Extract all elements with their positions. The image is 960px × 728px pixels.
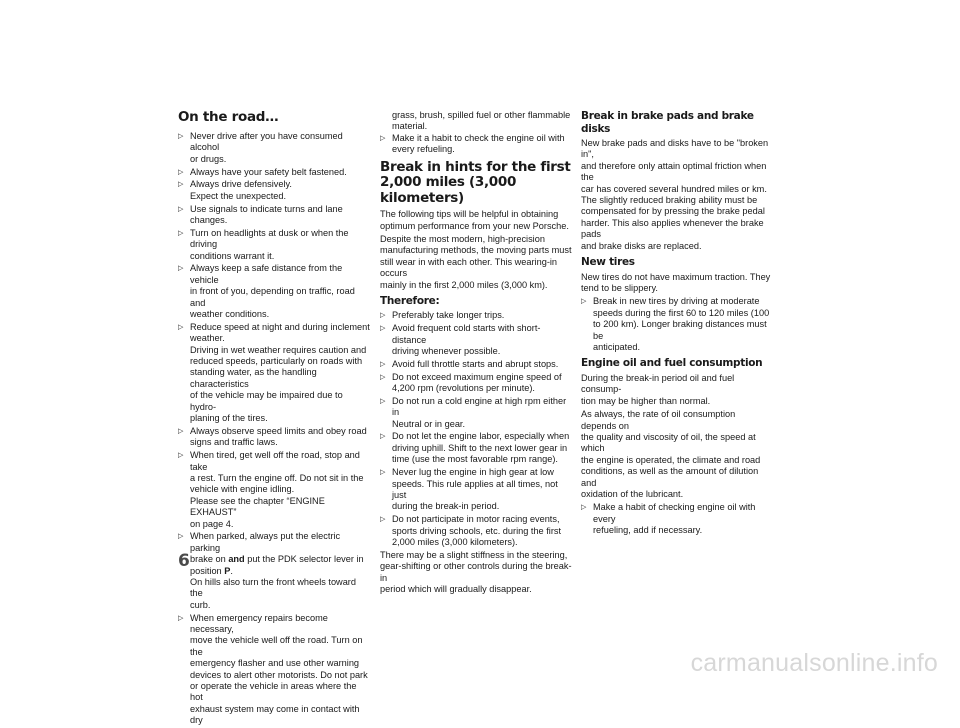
- list-item-line: planing of the tires.: [190, 413, 268, 424]
- bullet-arrow-icon: ▷: [178, 452, 184, 460]
- list-item-line: Do not exceed maximum engine speed of: [392, 371, 562, 382]
- list-item-line: Never lug the engine in high gear at low: [392, 467, 554, 478]
- bullet-arrow-icon: ▷: [380, 516, 386, 524]
- emergency-tips-list: [178, 613, 370, 727]
- text-line: car has covered several hundred miles or km.: [581, 183, 767, 194]
- list-item: [380, 372, 572, 395]
- list-item-line: When emergency repairs become necessary,: [190, 612, 328, 634]
- list-item: [380, 359, 572, 370]
- list-item: [581, 502, 773, 536]
- tires-tips-list: [581, 296, 773, 353]
- list-item-line: Reduce speed at night and during inclement: [190, 321, 370, 332]
- list-item-line: Make a habit of checking engine oil with every: [593, 502, 756, 524]
- list-item: [178, 131, 370, 165]
- column-1: [178, 110, 370, 728]
- list-item: [380, 467, 572, 513]
- list-item: [380, 310, 572, 321]
- list-item-line: Turn on headlights at dusk or when the driving: [190, 227, 349, 250]
- list-item-line: refueling, add if necessary.: [593, 525, 703, 536]
- list-item: [581, 296, 773, 353]
- list-item-line: or drugs.: [190, 153, 227, 164]
- bullet-arrow-icon: ▷: [380, 433, 386, 441]
- list-item-line: Do not participate in motor racing events,: [392, 514, 560, 525]
- list-item: [380, 396, 572, 430]
- bullet-arrow-icon: ▷: [178, 265, 184, 273]
- list-item: ▷ When parked, always put the electric parking brake on and put the PDK selector lever in position P. On hills also turn the front wheels toward the curb.: [178, 531, 364, 610]
- text-line: As always, the rate of oil consumption depends on: [581, 409, 736, 431]
- continued-text: [380, 110, 572, 133]
- list-item: [380, 323, 572, 357]
- list-item-line: anticipated.: [593, 342, 640, 352]
- text-line: the engine is operated, the climate and road: [581, 454, 761, 465]
- break-in-intro-2: [380, 234, 572, 291]
- list-item-line: Please see the chapter “ENGINE EXHAUST”: [190, 495, 325, 518]
- list-item: [178, 322, 370, 425]
- list-item-line: speeds. This rule applies at all times, not just: [392, 478, 558, 500]
- list-item-line: Never drive after you have consumed alcohol: [190, 131, 343, 153]
- column-2: [380, 110, 572, 597]
- text-line: mainly in the first 2,000 miles (3,000 km).: [380, 279, 548, 290]
- oil-text-2: [581, 409, 773, 500]
- list-item-line: Do not let the engine labor, especially when: [392, 431, 570, 442]
- list-item-line: on page 4.: [190, 518, 234, 529]
- refueling-tip-list: [380, 133, 572, 156]
- text-line: New tires do not have maximum traction. They: [581, 271, 771, 282]
- oil-tips-list: [581, 502, 773, 536]
- bullet-arrow-icon: ▷: [380, 312, 386, 320]
- list-item-line: every refueling.: [392, 144, 455, 155]
- list-item-line: weather conditions.: [190, 309, 270, 320]
- bullet-arrow-icon: ▷: [380, 469, 386, 477]
- list-item-line: reduced speeds, particularly on roads with: [190, 356, 363, 367]
- text-line: period which will gradually disappear.: [380, 583, 532, 594]
- bullet-arrow-icon: ▷: [380, 134, 386, 142]
- list-item-line: Always have your safety belt fastened.: [190, 166, 347, 177]
- bullet-arrow-icon: ▷: [178, 168, 184, 176]
- bullet-arrow-icon: ▷: [178, 133, 184, 140]
- bullet-arrow-icon: ▷: [178, 181, 184, 189]
- list-item-line: devices to alert other motorists. Do not park: [190, 669, 368, 680]
- list-item-line: vehicle with engine idling.: [190, 484, 295, 495]
- bullet-arrow-icon: ▷: [380, 373, 386, 381]
- text-line: New brake pads and disks have to be "broken in",: [581, 138, 769, 160]
- brake-text: [581, 138, 773, 252]
- list-item-line: Driving in wet weather requires caution and: [190, 344, 367, 355]
- text-line: During the break-in period oil and fuel consump-: [581, 372, 735, 395]
- list-item: [178, 179, 370, 202]
- list-item-line: Break in new tires by driving at moderate: [593, 296, 760, 307]
- list-item: [380, 514, 572, 548]
- list-item-line: standing water, as the handling characteristics: [190, 367, 317, 389]
- bullet-arrow-icon: ▷: [178, 229, 184, 237]
- text-line: Despite the most modern, high-precision: [380, 233, 545, 244]
- text-line: optimum performance from your new Porsche.: [380, 220, 569, 231]
- text-line: and therefore only attain optimal friction when the: [581, 160, 767, 183]
- page-number: 6: [178, 551, 190, 571]
- therefore-heading: Therefore:: [380, 294, 440, 307]
- break-in-outro: [380, 550, 572, 596]
- list-item-line: speeds during the first 60 to 120 miles (100: [593, 307, 770, 318]
- text-line: compensated for by pressing the brake pedal: [581, 206, 765, 217]
- list-item-line: Always keep a safe distance from the vehicle: [190, 263, 343, 285]
- list-item-line: conditions warrant it.: [190, 250, 275, 261]
- text-line: grass, brush, spilled fuel or other flammable: [392, 110, 571, 120]
- list-item: [178, 167, 370, 178]
- tires-heading: New tires: [581, 256, 635, 269]
- list-item: [178, 613, 370, 727]
- section-heading-on-the-road: On the road…: [178, 109, 279, 125]
- bullet-arrow-icon: ▷: [178, 205, 184, 213]
- text-line: The slightly reduced braking ability must be: [581, 195, 758, 206]
- list-item-line: during the break-in period.: [392, 501, 500, 512]
- text-line: oxidation of the lubricant.: [581, 488, 684, 499]
- list-item-line: Use signals to indicate turns and lane changes.: [190, 203, 343, 226]
- brake-heading: Break in brake pads and brake disks: [581, 110, 754, 135]
- bullet-arrow-icon: ▷: [178, 323, 184, 331]
- bullet-arrow-icon: ▷: [380, 360, 386, 368]
- list-item-line: in front of you, depending on traffic, road and: [190, 286, 355, 308]
- oil-text-1: [581, 373, 773, 407]
- text-line: There may be a slight stiffness in the steering,: [380, 549, 568, 560]
- bullet-arrow-icon: ▷: [581, 298, 587, 306]
- oil-heading: Engine oil and fuel consumption: [581, 357, 763, 370]
- list-item-line: 2,000 miles (3,000 kilometers).: [392, 536, 518, 547]
- list-item-line: of the vehicle may be impaired due to hydro-: [190, 390, 343, 412]
- text-line: gear-shifting or other controls during the break-in: [380, 561, 572, 583]
- bullet-arrow-icon: ▷: [380, 397, 386, 405]
- list-item-line: or operate the vehicle in areas where the hot: [190, 681, 357, 703]
- list-item-line: Expect the unexpected.: [190, 190, 287, 201]
- text-line: tend to be slippery.: [581, 282, 658, 293]
- list-item: [178, 450, 370, 530]
- text-line: material.: [392, 121, 428, 132]
- text-line: tion may be higher than normal.: [581, 395, 711, 406]
- list-item: [178, 426, 370, 449]
- break-in-intro: [380, 209, 572, 232]
- list-item-line: Always drive defensively.: [190, 179, 292, 190]
- break-in-tips-list: [380, 310, 572, 548]
- list-item: [380, 431, 572, 465]
- list-item-line: emergency flasher and use other warning: [190, 658, 360, 669]
- list-item-line: move the vehicle well off the road. Turn on the: [190, 635, 363, 657]
- list-item-line: a rest. Turn the engine off. Do not sit in the: [190, 472, 364, 483]
- list-item: [380, 133, 572, 156]
- bullet-arrow-icon: ▷: [178, 614, 184, 622]
- list-item-line: Neutral or in gear.: [392, 418, 466, 429]
- bullet-arrow-icon: ▷: [380, 325, 386, 333]
- section-heading-break-in: Break in hints for the first 2,000 miles (3,000 kilometers): [380, 158, 571, 206]
- bullet-arrow-icon: ▷: [178, 427, 184, 435]
- text-line: still wear in with each other. This wearing-in occurs: [380, 256, 558, 279]
- list-item-line: to 200 km). Longer braking distances must be: [593, 319, 767, 341]
- list-item-line: Avoid full throttle starts and abrupt stops.: [392, 358, 559, 369]
- list-item: [178, 204, 370, 227]
- driving-tips-list: [178, 131, 370, 530]
- list-item-line: weather.: [190, 333, 225, 344]
- text-line: and brake disks are replaced.: [581, 240, 702, 251]
- text-line: conditions, as well as the amount of dilution and: [581, 466, 759, 488]
- list-item: [178, 263, 370, 320]
- list-item-line: sports driving schools, etc. during the first: [392, 525, 562, 536]
- list-item-line: Always observe speed limits and obey road: [190, 425, 367, 436]
- list-item-line: Do not run a cold engine at high rpm either in: [392, 395, 567, 418]
- parking-tip-list: [178, 531, 370, 611]
- watermark-text: carmanualsonline.info: [690, 649, 938, 677]
- bullet-arrow-icon: ▷: [581, 504, 587, 512]
- list-item-line: When tired, get well off the road, stop and take: [190, 450, 360, 472]
- list-item-line: Make it a habit to check the engine oil with: [392, 132, 565, 143]
- list-item-line: time (use the most favorable rpm range).: [392, 454, 558, 465]
- list-item-line: Avoid frequent cold starts with short-distance: [392, 323, 541, 345]
- list-item-line: signs and traffic laws.: [190, 437, 278, 448]
- list-item-line: Preferably take longer trips.: [392, 310, 505, 321]
- text-line: harder. This also applies whenever the brake pads: [581, 217, 764, 240]
- tires-text: [581, 272, 773, 295]
- bullet-arrow-icon: ▷: [178, 533, 184, 541]
- text-line: the quality and viscosity of oil, the speed at which: [581, 431, 756, 454]
- text-line: manufacturing methods, the moving parts must: [380, 245, 572, 256]
- list-item-line: driving whenever possible.: [392, 346, 501, 357]
- column-3: [581, 110, 773, 538]
- list-item: [178, 228, 370, 262]
- list-item-line: 4,200 rpm (revolutions per minute).: [392, 383, 535, 394]
- list-item-line: driving uphill. Shift to the next lower gear in: [392, 442, 568, 453]
- text-line: The following tips will be helpful in obtaining: [380, 209, 559, 220]
- list-item-line: exhaust system may come in contact with dry: [190, 703, 360, 726]
